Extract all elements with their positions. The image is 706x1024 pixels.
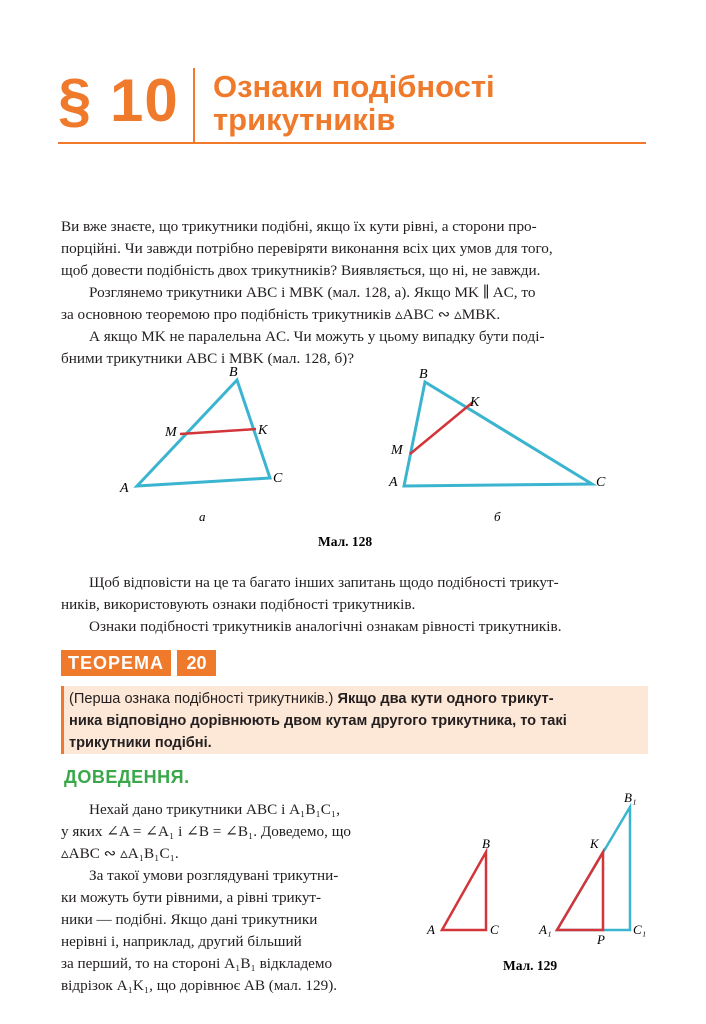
triangle-a1kp-129 — [557, 852, 603, 930]
label-c-a: C — [273, 471, 283, 486]
proof-line-2: у яких ∠A = ∠A₁ і ∠B = ∠B₁. Доведемо, що — [61, 823, 351, 840]
figure-129 — [0, 780, 706, 980]
triangle-abc-b — [404, 382, 592, 486]
header-divider — [193, 68, 195, 142]
section-title-line1: Ознаки подібності — [213, 69, 495, 104]
after-line-1: Щоб відповісти на це та багато інших запитань щодо подібності трикут- — [89, 574, 559, 591]
label-c1-129: C₁ — [633, 922, 647, 937]
proof-line-3: ▵ABC ∾ ▵A₁B₁C₁. — [61, 845, 179, 862]
proof-line-6: ники — подібні. Якщо дані трикутники — [61, 911, 318, 928]
proof-line-1: Нехай дано трикутники ABC і A₁B₁C₁, — [89, 801, 341, 818]
proof-line-4: За такої умови розглядувані трикутни- — [89, 867, 339, 884]
proof-line-8: за перший, то на стороні A₁B₁ відкладемо — [61, 955, 333, 972]
label-a-b: A — [389, 475, 398, 490]
proof-line-9: відрізок A₁K₁, що дорівнює AB (мал. 129). — [61, 977, 338, 994]
label-b-b: B — [419, 367, 428, 382]
figure-128-caption: Мал. 128 — [318, 534, 373, 549]
label-b-129: B — [482, 836, 490, 851]
theorem-line-2: ника відповідно дорівнюють двом кутам другого трикутника, то такі — [69, 713, 567, 729]
sublabel-a: а — [199, 509, 206, 524]
label-k-129: K — [590, 836, 599, 851]
section-title-line2: трикутників — [213, 102, 396, 137]
label-b-a: B — [229, 365, 238, 380]
theorem-line-1 — [69, 688, 554, 710]
after-line-3: Ознаки подібності трикутників аналогічні ознакам рівності трикутників. — [89, 618, 562, 635]
label-a-a: A — [120, 481, 129, 496]
label-b1-129: B₁ — [624, 790, 637, 805]
label-k-b: K — [470, 395, 480, 410]
label-m-a: M — [165, 425, 177, 440]
para3-line-2: бними трикутники ABC і MBK (мал. 128, б)? — [61, 350, 354, 367]
after-line-2: ників, використовують ознаки подібності трикутників. — [61, 596, 416, 613]
sublabel-b: б — [494, 509, 501, 524]
header-rule — [58, 142, 646, 144]
intro-line-2: порційні. Чи завжди потрібно перевіряти виконання всіх цих умов для того, — [61, 240, 553, 257]
label-a1-129: A₁ — [539, 922, 552, 937]
theorem-lead: (Перша ознака подібності трикутників.) — [69, 691, 334, 707]
triangle-abc-129 — [442, 852, 486, 930]
theorem-number: 20 — [177, 650, 216, 676]
figure-128 — [0, 360, 706, 560]
intro-line-3: щоб довести подібність двох трикутників? Виявляється, що ні, не завжди. — [61, 262, 541, 279]
proof-line-5: ки можуть бути рівними, а рівні трикут- — [61, 889, 322, 906]
proof-heading: ДОВЕДЕННЯ. — [64, 767, 190, 787]
section-number: § 10 — [58, 67, 179, 134]
para2-line-2: за основною теоремою про подібність трикутників ▵ABC ∾ ▵MBK. — [61, 306, 501, 323]
proof-line-7: нерівні і, наприклад, другий більший — [61, 933, 302, 950]
theorem-line-1-rest: Якщо два кути одного трикут- — [333, 691, 554, 707]
label-m-b: M — [391, 443, 403, 458]
label-c-129: C — [490, 922, 499, 937]
figure-129-caption: Мал. 129 — [503, 958, 558, 973]
label-a-129: A — [427, 922, 435, 937]
para3-line-1: А якщо MK не паралельна AC. Чи можуть у цьому випадку бути поді- — [89, 328, 545, 345]
label-c-b: C — [596, 475, 606, 490]
theorem-line-3: трикутники подібні. — [69, 735, 212, 751]
theorem-label: ТЕОРЕМА — [61, 650, 171, 676]
label-k-a: K — [258, 423, 268, 438]
intro-line-1: Ви вже знаєте, що трикутники подібні, якщо їх кути рівні, а сторони про- — [61, 218, 537, 235]
para2-line-1: Розглянемо трикутники ABC і MBK (мал. 128, а). Якщо MK ∥ AC, то — [89, 284, 536, 301]
label-p-129: P — [597, 932, 605, 947]
